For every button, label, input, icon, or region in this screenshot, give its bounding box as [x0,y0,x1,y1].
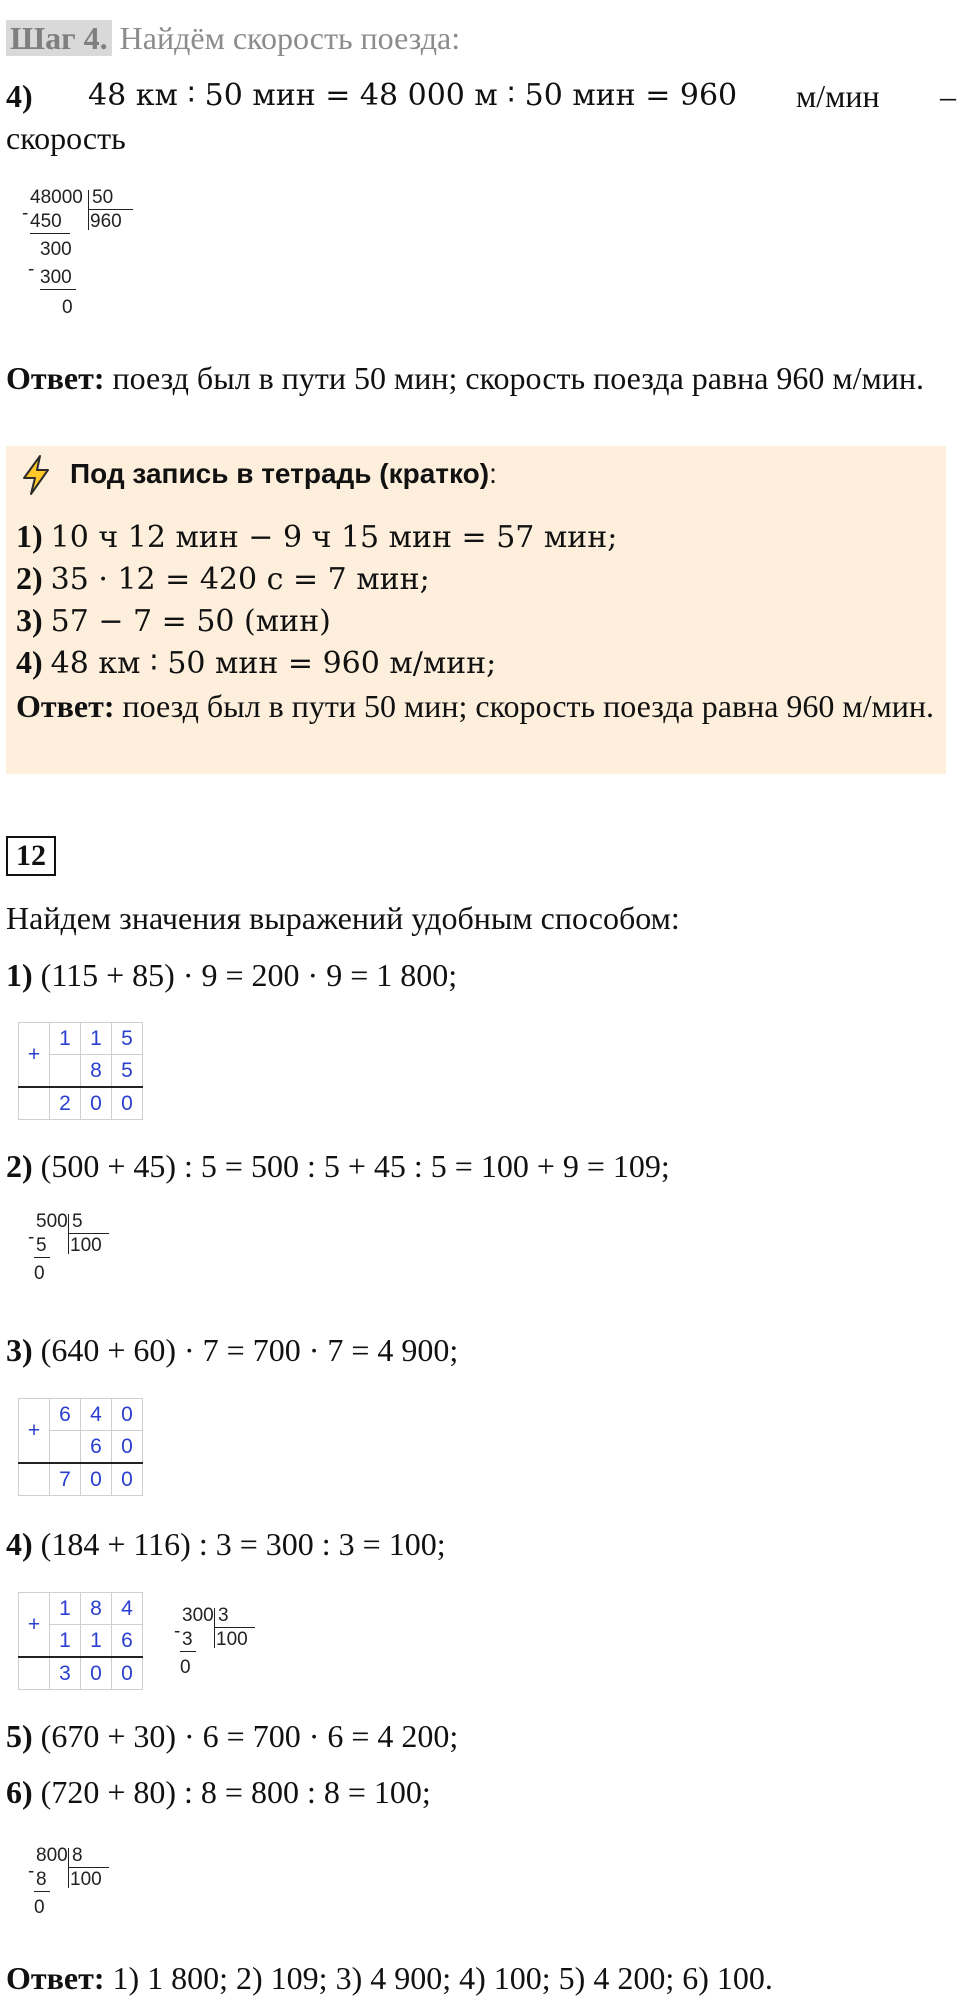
calc-line-4 [6,76,33,116]
minus-sign: - [22,203,29,224]
long-division-48000 [24,188,134,338]
long-division-800: 800 8 100 - 8 0 [30,1846,120,1936]
note-item: 2) 35 · 12 = 420 с = 7 мин; [16,560,430,597]
task-item-2: 2) (500 + 45) : 5 = 500 : 5 + 45 : 5 = 100 + 9 = 109; [6,1148,670,1184]
task-item-6: 6) (720 + 80) : 8 = 800 : 8 = 100; [6,1774,431,1810]
calc-line-4-num: 4) [6,78,33,114]
final-answer [6,1958,773,1998]
column-addition-1: + 1 1 5 8 5 2 0 0 [18,1022,143,1120]
remainder-1: 300 [40,239,72,260]
column-addition-4: + 1 8 4 1 1 6 3 0 0 [18,1592,143,1690]
step-text: Найдём скорость поезда: [119,20,461,56]
note-item: 1) 10 ч 12 мин − 9 ч 15 мин = 57 мин; [16,518,618,555]
calc-line-4-cont: скорость [6,120,126,156]
subtrahend-1: 450 [30,211,62,232]
divisor: 50 [92,187,114,208]
answer-label: Ответ: [6,360,105,396]
answer-paragraph [6,358,956,398]
column-addition-3: + 6 4 0 6 0 7 0 0 [18,1398,143,1496]
note-item: 3) 57 − 7 = 50 (мин) [16,602,331,639]
final-answer-label: Ответ: [6,1960,105,1996]
task-item-1: 1) (115 + 85) · 9 = 200 · 9 = 1 800; [6,957,458,993]
calc-line-4-dash: – [940,78,956,114]
remainder-2: 0 [62,297,73,318]
note-title: Под запись в тетрадь (кратко) [70,458,490,489]
dividend: 48000 [30,187,83,208]
quotient: 960 [90,211,122,232]
note-item: 4) 48 км ∶ 50 мин = 960 м/мин; [16,644,497,681]
calc-line-4-unit: м/мин [796,78,880,114]
answer-text: поезд был в пути 50 мин; скорость поезда равна 960 м/мин. [112,360,925,396]
minus-sign: - [28,259,35,280]
long-division-500: 500 5 100 - 5 0 [30,1212,120,1302]
task-number: 12 [6,836,56,876]
note-answer: Ответ: поезд был в пути 50 мин; скорость поезда равна 960 м/мин. [16,688,935,724]
lightning-icon [20,454,52,496]
step-heading [6,18,460,58]
final-answer-text: 1) 1 800; 2) 109; 3) 4 900; 4) 100; 5) 4 200; 6) 100. [112,1960,773,1996]
task-item-3: 3) (640 + 60) · 7 = 700 · 7 = 4 900; [6,1332,459,1368]
long-division-300: 300 3 100 - 3 0 [176,1606,266,1696]
task-item-5: 5) (670 + 30) · 6 = 700 · 6 = 4 200; [6,1718,459,1754]
step-badge: Шаг 4. [6,20,112,56]
subtrahend-2: 300 [40,267,72,288]
notebook-summary-box [6,446,946,774]
note-title-row: Под запись в тетрадь (кратко): [70,458,497,489]
task-intro: Найдем значения выражений удобным способом: [6,900,680,936]
task-item-4: 4) (184 + 116) : 3 = 300 : 3 = 100; [6,1526,446,1562]
calc-line-4-expr: 48 км ∶ 50 мин = 48 000 м ∶ 50 мин = 960 [88,78,738,113]
